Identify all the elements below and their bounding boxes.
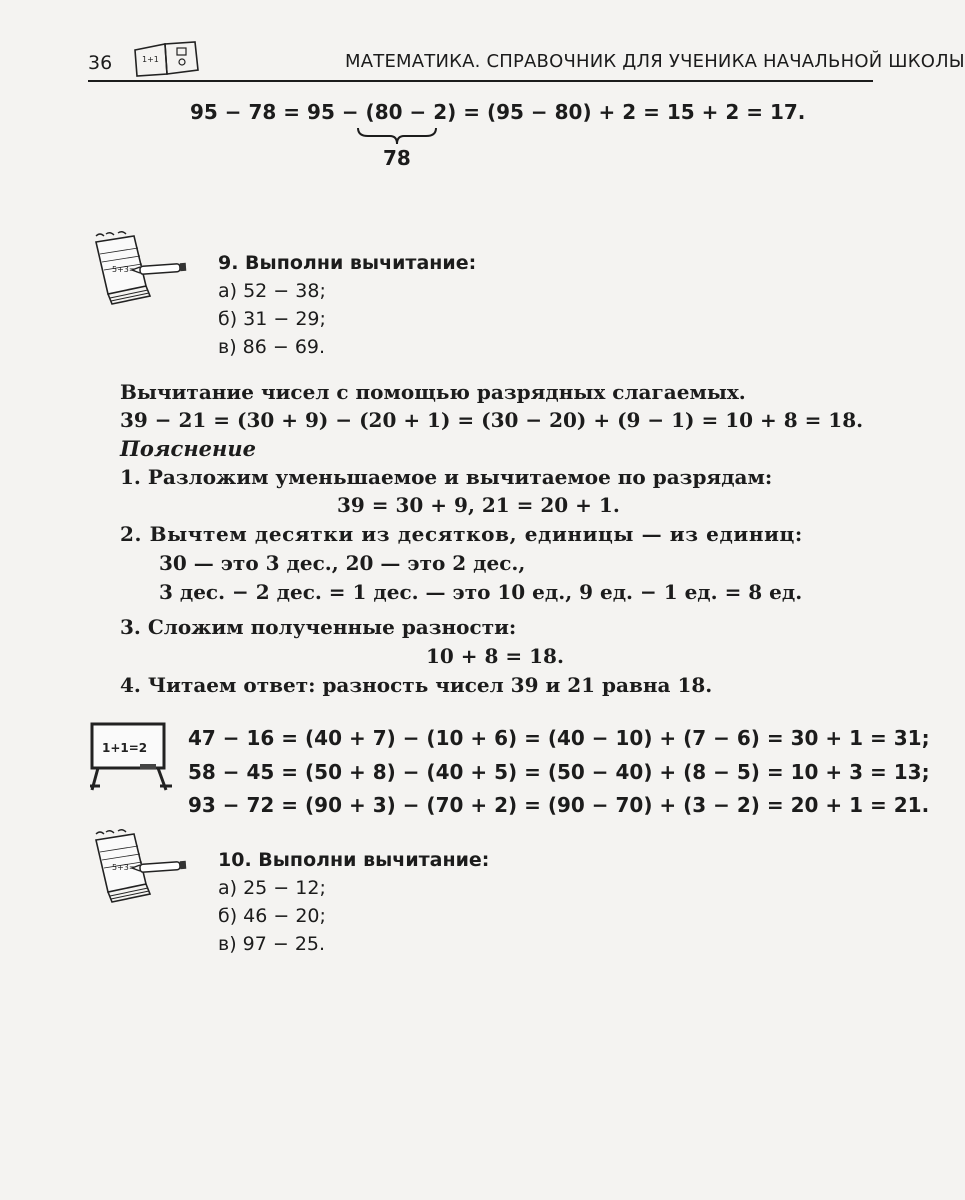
step-3: 3. Сложим полученные разности: [120, 615, 517, 639]
step-2-line-2: 30 — это 3 дес., 20 — это 2 дес., [159, 551, 526, 575]
book-icon-text: 1+1 [142, 55, 159, 64]
chalkboard-text: 1+1=2 [102, 741, 148, 755]
step-1-formula: 39 = 30 + 9, 21 = 20 + 1. [337, 493, 620, 517]
explanation-heading: Пояснение [120, 436, 256, 461]
open-book-icon [132, 40, 202, 82]
step-1: 1. Разложим уменьшаемое и вычитаемое по разрядам: [120, 465, 773, 489]
notebook-pencil-icon [88, 232, 193, 318]
header-title: МАТЕМАТИКА. СПРАВОЧНИК ДЛЯ УЧЕНИКА НАЧАЛЬНОЙ ШКОЛЫ [345, 51, 965, 72]
example-line-3: 93 − 72 = (90 + 3) − (70 + 2) = (90 − 70) + (3 − 2) = 20 + 1 = 21. [188, 793, 930, 817]
chalkboard-icon [88, 720, 183, 796]
notebook-icon-text: 5+3= [112, 265, 136, 274]
step-2-line-3: 3 дес. − 2 дес. = 1 дес. — это 10 ед., 9 ед. − 1 ед. = 8 ед. [159, 580, 803, 604]
equation-start: 95 − 78 = 95 − [190, 100, 366, 124]
task-10-item-a: а) 25 − 12; [218, 877, 326, 899]
header-divider [88, 80, 873, 82]
step-2: 2. Вычтем десятки из десятков, единицы — из единиц: [120, 522, 803, 546]
task-9-item-a: а) 52 − 38; [218, 280, 326, 302]
brace-label: 78 [383, 146, 411, 170]
equation-end: = (95 − 80) + 2 = 15 + 2 = 17. [456, 100, 806, 124]
task-9-item-c: в) 86 − 69. [218, 336, 326, 358]
example-line-1: 47 − 16 = (40 + 7) − (10 + 6) = (40 − 10) + (7 − 6) = 30 + 1 = 31; [188, 726, 930, 750]
page-number: 36 [88, 52, 113, 74]
task-9-item-b: б) 31 − 29; [218, 308, 326, 330]
notebook-pencil-icon [88, 830, 193, 916]
notebook-icon-text: 5+3= [112, 863, 136, 872]
section-formula: 39 − 21 = (30 + 9) − (20 + 1) = (30 − 20) + (9 − 1) = 10 + 8 = 18. [120, 408, 864, 432]
task-10-title: 10. Выполни вычитание: [218, 849, 490, 871]
task-10-item-c: в) 97 − 25. [218, 933, 326, 955]
task-10-item-b: б) 46 − 20; [218, 905, 326, 927]
step-4: 4. Читаем ответ: разность чисел 39 и 21 равна 18. [120, 673, 713, 697]
task-9-title: 9. Выполни вычитание: [218, 252, 477, 274]
step-3-formula: 10 + 8 = 18. [426, 644, 564, 668]
section-title: Вычитание чисел с помощью разрядных слагаемых. [120, 380, 746, 404]
example-equation [190, 100, 805, 124]
equation-bracket-part: (80 − 2) [365, 100, 457, 124]
example-line-2: 58 − 45 = (50 + 8) − (40 + 5) = (50 − 40) + (8 − 5) = 10 + 3 = 13; [188, 760, 930, 784]
